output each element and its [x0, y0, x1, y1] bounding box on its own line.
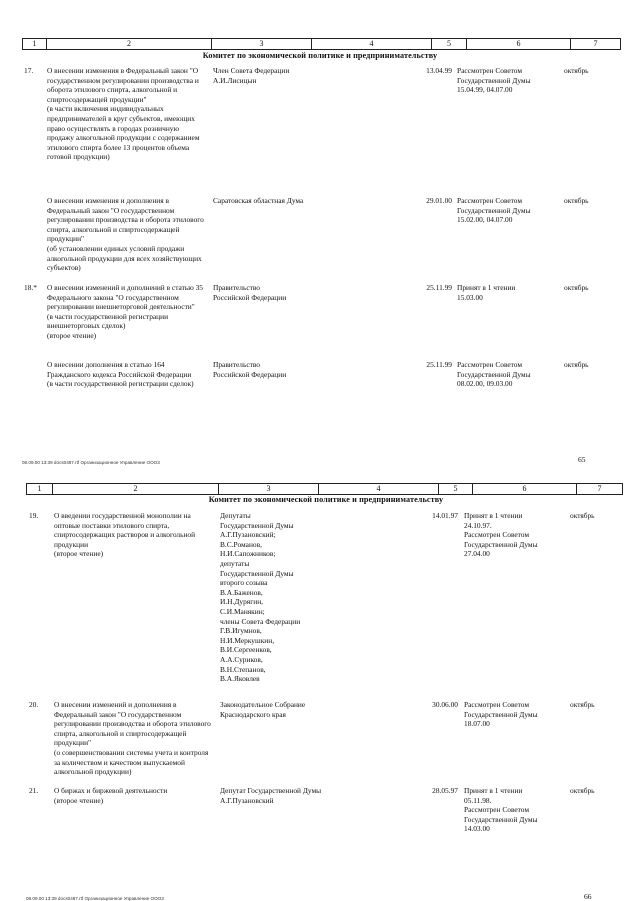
planned-month: октябрь [564, 196, 589, 205]
column-number-4: 4 [319, 484, 439, 495]
page-number: 65 [578, 455, 586, 464]
column-number-3: 3 [212, 39, 312, 50]
submission-date: 25.11.99 [426, 283, 452, 292]
planned-month: октябрь [564, 283, 589, 292]
bill-status: Принят в 1 чтении 24.10.97. Рассмотрен Советом Государственной Думы 27.04.00 [464, 511, 538, 559]
page-number: 66 [584, 892, 592, 901]
bill-status: Рассмотрен Советом Государственной Думы 18.07.00 [464, 700, 538, 729]
bill-status: Принят в 1 чтении 15.03.00 [457, 283, 516, 302]
bill-author: Депутаты Государственной Думы А.Г.Пузановский; В.С.Романов, Н.И.Сапожников; депутаты Государственной Думы второго созыва В.А.Баженов, И.Н.Дурягин, С.И.Манякин; члены Совета Федерации Г.В.Игумнов, Н.И.Меркушкин, В.И.Сергеенков, А.А.Суриков, В.Н.Степанов, В.А.Яковлев [220, 511, 301, 684]
document-page-66 [0, 478, 640, 900]
column-number-5: 5 [432, 39, 467, 50]
bill-status: Рассмотрен Советом Государственной Думы 08.02.00, 09.03.00 [457, 360, 531, 389]
bill-title: О введении государственной монополии на оптовые поставки этилового спирта, спиртосодержащих растворов и алкогольной продукции (второе чтение) [54, 511, 196, 559]
column-number-1: 1 [27, 484, 53, 495]
submission-date: 25.11.99 [426, 360, 452, 369]
committee-title: Комитет по экономической политике и предпринимательству [202, 51, 438, 60]
planned-month: октябрь [564, 66, 589, 75]
planned-month: октябрь [564, 360, 589, 369]
bill-author: Саратовская областная Дума [213, 196, 304, 205]
bill-status: Рассмотрен Советом Государственной Думы 15.02.00, 04.07.00 [457, 196, 531, 225]
bill-author: Член Совета Федерации А.И.Лисицын [213, 66, 290, 85]
planned-month: октябрь [570, 511, 595, 520]
bill-title: О биржах и биржевой деятельности (второе чтение) [54, 786, 168, 805]
bill-title: О внесении изменений и дополнения в Федеральный закон "О государственном регулировании производства и оборота этилового спирта, алкогольной и спиртосодержащей продукции" (о совершенствовании системы учета и контроля за количеством и качеством выпускаемой алкогольной продукции) [54, 700, 211, 777]
submission-date: 29.01.00 [426, 196, 452, 205]
page-footer: 08.09.00 13:39 docs0487.rtf Организационное Управление ООО3 [22, 460, 160, 465]
submission-date: 30.06.00 [432, 700, 458, 709]
column-number-7: 7 [571, 39, 621, 50]
submission-date: 13.04.99 [426, 66, 452, 75]
entry-number: 18.* [24, 283, 37, 292]
page-footer: 08.09.00 13:39 docs0487.rtf Организационное Управление ООО3 [26, 896, 164, 901]
bill-status: Принят в 1 чтении 05.11.98. Рассмотрен Советом Государственной Думы 14.03.00 [464, 786, 538, 834]
planned-month: октябрь [570, 700, 595, 709]
bill-title: О внесении изменения и дополнения в Федеральный закон "О государственном регулировании производства и оборота этилового спирта, алкогольной и спиртосодержащей продукции" (об установлении единых условий продажи алкогольной продукции для всех хозяйствующих субъектов) [47, 196, 204, 273]
bill-author: Правительство Российской Федерации [213, 283, 287, 302]
column-number-5: 5 [439, 484, 473, 495]
bill-title: О внесении изменения в Федеральный закон "О государственном регулировании производства и оборота этилового спирта, алкогольной и спиртосодержащей продукции" (в части включения индивидуальных предпринимателей в круг субъектов, имеющих право осуществлять в городах розничную продажу алкогольной продукции с содержанием этилового спирта более 13 процентов объема готовой продукции) [47, 66, 200, 162]
submission-date: 28.05.97 [432, 786, 458, 795]
submission-date: 14.01.97 [432, 511, 458, 520]
bill-author: Депутат Государственной Думы А.Г.Пузановский [220, 786, 322, 805]
entry-number: 17. [24, 66, 34, 75]
column-header-row [22, 38, 621, 50]
column-number-6: 6 [467, 39, 571, 50]
column-number-2: 2 [53, 484, 219, 495]
planned-month: октябрь [570, 786, 595, 795]
column-number-6: 6 [473, 484, 577, 495]
column-header-row [26, 483, 623, 495]
column-number-2: 2 [47, 39, 212, 50]
column-number-4: 4 [312, 39, 432, 50]
bill-title: О внесении изменений и дополнений в статью 35 Федерального закона "О государственном регулировании внешнеторговой деятельности" (в части государственной регистрации внешнеторговых сделок) (второе чтение) [47, 283, 203, 340]
column-number-7: 7 [577, 484, 623, 495]
committee-title: Комитет по экономической политике и предпринимательству [208, 495, 444, 504]
entry-number: 19. [29, 511, 39, 520]
column-number-3: 3 [219, 484, 319, 495]
bill-author: Правительство Российской Федерации [213, 360, 287, 379]
column-number-1: 1 [23, 39, 47, 50]
entry-number: 20. [29, 700, 39, 709]
bill-status: Рассмотрен Советом Государственной Думы 15.04.99, 04.07.00 [457, 66, 531, 95]
bill-title: О внесении дополнения в статью 164 Гражданского кодекса Российской Федерации (в части государственной регистрации сделок) [47, 360, 194, 389]
bill-author: Законодательное Собрание Краснодарского края [220, 700, 306, 719]
entry-number: 21. [29, 786, 39, 795]
